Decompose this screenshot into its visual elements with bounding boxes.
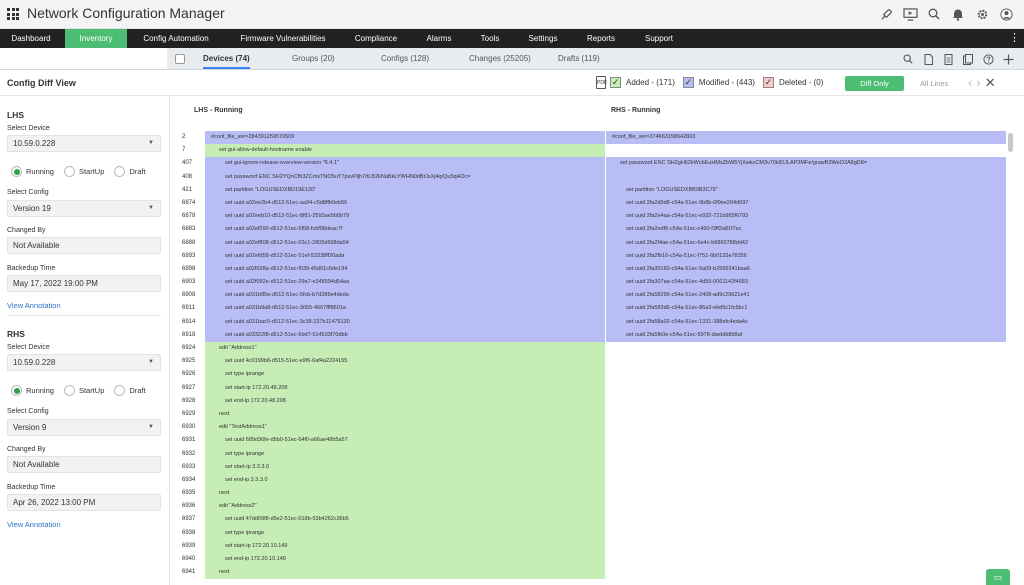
chevron-down-icon: ▼: [148, 359, 154, 365]
lhs-line: edit "Address2": [205, 500, 605, 513]
line-number: 6936: [182, 503, 196, 510]
line-number: 6935: [182, 490, 196, 497]
previous-diff-icon[interactable]: ‹: [968, 75, 973, 90]
title-icons: [874, 5, 1018, 23]
modified-legend: Modified - (443): [698, 78, 755, 87]
sub-nav: [167, 48, 1024, 70]
lhs-startup-label: StartUp: [78, 167, 105, 176]
lhs-line: set uuid a02ee2b4-d512-51ec-aa94-c5d8ffb0eb56: [205, 197, 605, 210]
diff-row: [176, 263, 1006, 276]
lhs-line: set end-ip 3.3.3.0: [205, 474, 605, 487]
lhs-startup-radio[interactable]: [64, 166, 75, 177]
rhs-line: [606, 382, 1006, 395]
rhs-config-value: Version 9: [13, 423, 47, 432]
diff-selection-sidebar: [0, 96, 170, 585]
rhs-line: [606, 368, 1006, 381]
rhs-line: [606, 566, 1006, 579]
diff-row: [176, 500, 1006, 513]
line-number: 6888: [182, 239, 196, 246]
lhs-line: set uuid 47dd09f8-d5e2-51ec-018b-53b4262c36b5: [205, 513, 605, 526]
app-grid-icon[interactable]: [7, 8, 19, 20]
line-number: 6918: [182, 331, 196, 338]
deleted-legend: Deleted - (0): [778, 78, 824, 87]
diff-navigation: [968, 75, 996, 91]
tab-groups[interactable]: Groups (20): [292, 54, 335, 63]
search-icon[interactable]: [922, 5, 946, 23]
search-icon[interactable]: [898, 51, 918, 67]
diff-row: [176, 487, 1006, 500]
document-icon[interactable]: [938, 51, 958, 67]
line-number: 408: [182, 173, 193, 180]
rhs-draft-radio[interactable]: [114, 385, 125, 396]
lhs-line: set type iprange: [205, 527, 605, 540]
diff-row: [176, 329, 1006, 342]
rhs-line: set uuid 2fa2d9d8-c54a-51ec-9b8b-0f9ee204d097: [606, 197, 1006, 210]
rhs-config-select[interactable]: [7, 419, 161, 436]
lhs-draft-label: Draft: [129, 167, 146, 176]
lhs-running-label: Running: [26, 167, 54, 176]
rhs-line: [606, 408, 1006, 421]
rhs-line: [606, 527, 1006, 540]
lhs-line: set uuid a02ef290-d512-51ec-5f58-fcbf98deac7f: [205, 223, 605, 236]
nav-inventory[interactable]: Inventory: [65, 29, 127, 48]
lhs-line: set uuid a02f092e-d512-51ec-29a7-e348594d54aa: [205, 276, 605, 289]
line-number: 6874: [182, 199, 196, 206]
lhs-line: set uuid 4c0199b8-d515-51ec-e9f6-6af4a2224155: [205, 355, 605, 368]
lhs-line: set start-ip 172.20.10.149: [205, 540, 605, 553]
added-checkbox[interactable]: ✓: [611, 77, 620, 87]
rhs-line: [606, 144, 1006, 157]
lhs-config-value: Version 19: [13, 204, 51, 213]
lhs-section-title: LHS: [7, 110, 24, 120]
lhs-view-annotation-link[interactable]: View Annotation: [7, 301, 61, 310]
diff-row: [176, 144, 1006, 157]
tab-drafts[interactable]: Drafts (119): [558, 54, 600, 63]
lhs-backup-time-field: May 17, 2022 19:00 PM: [7, 275, 161, 292]
rhs-line: [606, 395, 1006, 408]
chat-icon[interactable]: ▭: [986, 569, 1010, 585]
tab-changes[interactable]: Changes (25205): [469, 54, 531, 63]
lhs-line: set uuid a02ef808-d512-51ec-03c1-2805d698da54: [205, 237, 605, 250]
next-diff-icon[interactable]: ›: [976, 75, 981, 90]
lhs-running-radio[interactable]: [11, 166, 22, 177]
rhs-backup-time-field: Apr 26, 2022 13:00 PM: [7, 494, 161, 511]
lhs-device-value: 10.59.0.228: [13, 139, 56, 148]
diff-row: [176, 513, 1006, 526]
lhs-select-config-label: Select Config: [7, 189, 49, 196]
app-title: Network Configuration Manager: [27, 5, 225, 21]
tab-configs[interactable]: Configs (128): [381, 54, 430, 63]
sidebar-divider: [7, 315, 161, 316]
rhs-line: [606, 342, 1006, 355]
lhs-source-radios: [11, 166, 146, 177]
rhs-line: set uuid 2fa307aa-c54a-51ec-4d59-0061142f4683: [606, 276, 1006, 289]
lhs-line: set uuid a031bac0-d512-51ec-3c38-237b11479130: [205, 316, 605, 329]
diff-row: [176, 382, 1006, 395]
nav-settings[interactable]: Settings: [528, 34, 558, 43]
diff-row: [176, 316, 1006, 329]
lhs-line: set start-ip 172.20.48.208: [205, 382, 605, 395]
nav-reports[interactable]: Reports: [586, 34, 615, 43]
chevron-down-icon: ▼: [148, 140, 154, 146]
lhs-line: set gui-allow-default-hostname enable: [205, 144, 605, 157]
line-number: 6939: [182, 542, 196, 549]
rhs-startup-label: StartUp: [78, 386, 105, 395]
lhs-line: set uuid a031b9a8-d512-51ec-3055-4667fff8601a: [205, 302, 605, 315]
chevron-down-icon: ▼: [148, 205, 154, 211]
lhs-line: set uuid a02efd58-d512-51ec-51ef-53338ff20ada: [205, 250, 605, 263]
line-number: 6926: [182, 371, 196, 378]
close-icon[interactable]: ✕: [984, 75, 996, 90]
bell-icon[interactable]: [946, 5, 970, 23]
lhs-line: set type iprange: [205, 448, 605, 461]
added-legend: Added - (171): [626, 78, 675, 87]
title-bar: [0, 0, 1024, 29]
lhs-line: set partition "LOGUSEDXBD19E120": [205, 184, 605, 197]
line-number: 6925: [182, 358, 196, 365]
subnav-spacer: [0, 48, 167, 70]
diff-row: [176, 408, 1006, 421]
rhs-line: set partition "LOGUSEDXBB0B3C79": [606, 184, 1006, 197]
rhs-select-device-label: Select Device: [7, 344, 50, 351]
more-menu-icon[interactable]: ⋮: [1009, 32, 1020, 44]
rhs-line: [606, 171, 1006, 184]
rhs-line: [606, 474, 1006, 487]
gear-icon[interactable]: [970, 5, 994, 23]
main-nav: [0, 29, 1024, 48]
tab-devices[interactable]: Devices (74): [203, 48, 250, 69]
lhs-backup-time-label: Backedup Time: [7, 265, 56, 272]
line-number: 6914: [182, 318, 196, 325]
rhs-changed-by-label: Changed By: [7, 446, 46, 453]
line-number: 6898: [182, 265, 196, 272]
add-icon[interactable]: [998, 51, 1018, 67]
lhs-line: next: [205, 487, 605, 500]
rhs-line: set uuid 2fa30160-c54a-51ec-5a09-b2566241baa6: [606, 263, 1006, 276]
rhs-column-header: RHS - Running: [611, 107, 661, 114]
diff-row: [176, 289, 1006, 302]
rhs-line: set uuid 2fa2edf6-c54a-51ec-c450-f3ff2a81f7ec: [606, 223, 1006, 236]
rhs-line: set uuid 2fa2e4aa-c54a-51ec-e932-721b965f6793: [606, 210, 1006, 223]
rhs-device-value: 10.59.0.228: [13, 358, 56, 367]
files-icon[interactable]: [958, 51, 978, 67]
line-number: 2: [182, 134, 186, 140]
line-number: 6908: [182, 292, 196, 299]
rhs-line: [606, 500, 1006, 513]
subnav-tools: [898, 51, 1018, 67]
rhs-view-annotation-link[interactable]: View Annotation: [7, 520, 61, 529]
nav-config-automation[interactable]: Config Automation: [143, 34, 209, 43]
rhs-line: [606, 461, 1006, 474]
lhs-line: set start-ip 3.3.3.0: [205, 461, 605, 474]
rhs-line: [606, 553, 1006, 566]
rhs-device-select[interactable]: [7, 354, 161, 371]
lhs-line: set type iprange: [205, 368, 605, 381]
rhs-line: #conf_file_ver=274663158642803: [606, 131, 1006, 144]
rhs-changed-by-field: Not Available: [7, 456, 161, 473]
nav-alarms[interactable]: Alarms: [426, 34, 452, 43]
line-number: 6929: [182, 410, 196, 417]
modified-checkbox[interactable]: ✓: [684, 77, 693, 87]
rhs-line: [606, 448, 1006, 461]
rhs-line: set uuid 2fa2fb16-c54a-51ec-f751-6b0133e78356: [606, 250, 1006, 263]
rhs-line: set uuid 2fa58a02-c54a-51ec-1331-388efc4eda4c: [606, 316, 1006, 329]
lhs-line: set end-ip 172.20.48.208: [205, 395, 605, 408]
nav-compliance[interactable]: Compliance: [354, 34, 398, 43]
line-number: 407: [182, 160, 193, 167]
lhs-line: set uuid a02eeb10-d512-51ec-8f81-2593ae5b5b79: [205, 210, 605, 223]
diff-row: [176, 250, 1006, 263]
lhs-line: set uuid a031b85e-d512-51ec-5fcb-b7d286e4deda: [205, 289, 605, 302]
monitor-play-icon[interactable]: [898, 5, 922, 23]
line-number: 6924: [182, 345, 196, 351]
rhs-line: set password ENC SH2gH62kWcbEuHMsZbW5YjXwkcCM3v70kIDJLAP3MFe/grawB3WeO2A8gD8=: [606, 157, 1006, 170]
lhs-select-device-label: Select Device: [7, 125, 50, 132]
lhs-draft-radio[interactable]: [114, 166, 125, 177]
line-number: 6930: [182, 424, 196, 431]
diff-row: [176, 395, 1006, 408]
line-number: 6934: [182, 476, 196, 483]
diff-row: [176, 448, 1006, 461]
rhs-running-radio[interactable]: [11, 385, 22, 396]
diff-row: [176, 434, 1006, 447]
nav-firmware-vulnerabilities[interactable]: Firmware Vulnerabilities: [240, 34, 326, 43]
rhs-line: set uuid 2fa2f4ae-c54a-51ec-6e4c-b6860788dd42: [606, 237, 1006, 250]
diff-rows: [176, 131, 1006, 579]
diff-only-button[interactable]: Diff Only: [845, 76, 904, 91]
line-number: 6928: [182, 397, 196, 404]
diff-row: [176, 237, 1006, 250]
line-number: 6878: [182, 213, 196, 220]
diff-legend: [596, 76, 831, 89]
diff-row: [176, 540, 1006, 553]
lhs-device-select[interactable]: [7, 135, 161, 152]
nav-tools[interactable]: Tools: [480, 34, 500, 43]
diff-row: [176, 368, 1006, 381]
rhs-select-config-label: Select Config: [7, 408, 49, 415]
line-number: 6937: [182, 516, 196, 523]
diff-row: [176, 184, 1006, 197]
lhs-line: set end-ip 172.20.10.149: [205, 553, 605, 566]
pdf-icon[interactable]: PDF: [596, 76, 606, 89]
deleted-checkbox[interactable]: ✓: [764, 77, 773, 87]
diff-row: [176, 355, 1006, 368]
rhs-line: [606, 421, 1006, 434]
pdf-export-icon[interactable]: [918, 51, 938, 67]
rhs-line: [606, 434, 1006, 447]
diff-row: [176, 197, 1006, 210]
diff-row: [176, 131, 1006, 144]
diff-row: [176, 171, 1006, 184]
lhs-line: next: [205, 566, 605, 579]
rhs-running-label: Running: [26, 386, 54, 395]
select-all-checkbox[interactable]: [175, 54, 185, 64]
line-number: 6893: [182, 252, 196, 259]
rocket-icon[interactable]: [874, 5, 898, 23]
diff-row: [176, 566, 1006, 579]
rhs-line: [606, 487, 1006, 500]
line-number: 6911: [182, 305, 195, 312]
diff-header: [0, 71, 1024, 96]
chevron-down-icon: ▼: [148, 424, 154, 430]
lhs-line: set uuid a02f028a-d512-51ec-f039-45d61c6de194: [205, 263, 605, 276]
line-number: 6938: [182, 529, 196, 536]
diff-content: [176, 96, 1016, 585]
help-icon[interactable]: [978, 51, 998, 67]
diff-row: [176, 461, 1006, 474]
nav-dashboard[interactable]: Dashboard: [11, 34, 51, 43]
rhs-section-title: RHS: [7, 329, 25, 339]
lhs-line: set uuid a03322f8-d512-51ec-6bd7-514533f70dbb: [205, 329, 605, 342]
diff-row: [176, 553, 1006, 566]
rhs-draft-label: Draft: [129, 386, 146, 395]
lhs-line: edit "TestAddress1": [205, 421, 605, 434]
lhs-changed-by-field: Not Available: [7, 237, 161, 254]
line-number: 6927: [182, 384, 196, 391]
lhs-changed-by-label: Changed By: [7, 227, 46, 234]
diff-row: [176, 210, 1006, 223]
lhs-line: set password ENC SH2YQnCfh3ZCmvTNO5uY7psvPijh7/tLB2kNaBkLYWHN0dBtJsXj4q/Qu5qAOc=: [205, 171, 605, 184]
user-icon[interactable]: [994, 5, 1018, 23]
line-number: 6940: [182, 556, 196, 562]
line-number: 421: [182, 186, 193, 193]
diff-row: [176, 342, 1006, 355]
line-number: 6932: [182, 450, 196, 457]
line-number: 6941: [182, 569, 196, 576]
line-number: 6933: [182, 463, 196, 470]
diff-row: [176, 527, 1006, 540]
rhs-line: [606, 513, 1006, 526]
page-title: Config Diff View: [7, 78, 76, 88]
line-number: 6931: [182, 437, 196, 444]
lhs-column-header: LHS - Running: [194, 107, 243, 114]
rhs-line: [606, 540, 1006, 553]
rhs-line: set uuid 2fa58296-c54a-51ec-2408-ad9c29621e41: [606, 289, 1006, 302]
diff-scrollbar[interactable]: [1008, 133, 1013, 152]
diff-row: [176, 474, 1006, 487]
lhs-line: edit "Address1": [205, 342, 605, 355]
diff-row: [176, 157, 1006, 170]
diff-row: [176, 302, 1006, 315]
line-number: 6883: [182, 226, 196, 233]
line-number: 6903: [182, 279, 196, 286]
lhs-line: next: [205, 408, 605, 421]
nav-support[interactable]: Support: [644, 34, 674, 43]
rhs-line: set uuid 2fa5fb0e-c54a-51ec-5978-daeb8dfd9af: [606, 329, 1006, 342]
diff-row: [176, 276, 1006, 289]
rhs-line: [606, 355, 1006, 368]
rhs-backup-time-label: Backedup Time: [7, 484, 56, 491]
all-lines-button[interactable]: All Lines: [920, 79, 949, 88]
line-number: 7: [182, 147, 186, 154]
diff-row: [176, 223, 1006, 236]
lhs-line: set uuid 689d36fe-d5b0-51ec-64f0-a66ae48b5a57: [205, 434, 605, 447]
lhs-line: #conf_file_ver=284391259570509: [205, 131, 605, 144]
lhs-line: set gui-ignore-release-overview-version "6.4.1": [205, 157, 605, 170]
rhs-source-radios: [11, 385, 146, 396]
rhs-startup-radio[interactable]: [64, 385, 75, 396]
diff-row: [176, 421, 1006, 434]
lhs-config-select[interactable]: [7, 200, 161, 217]
rhs-line: set uuid 2fa583d6-c54a-51ec-86a3-ebd5c1fc5bc1: [606, 302, 1006, 315]
